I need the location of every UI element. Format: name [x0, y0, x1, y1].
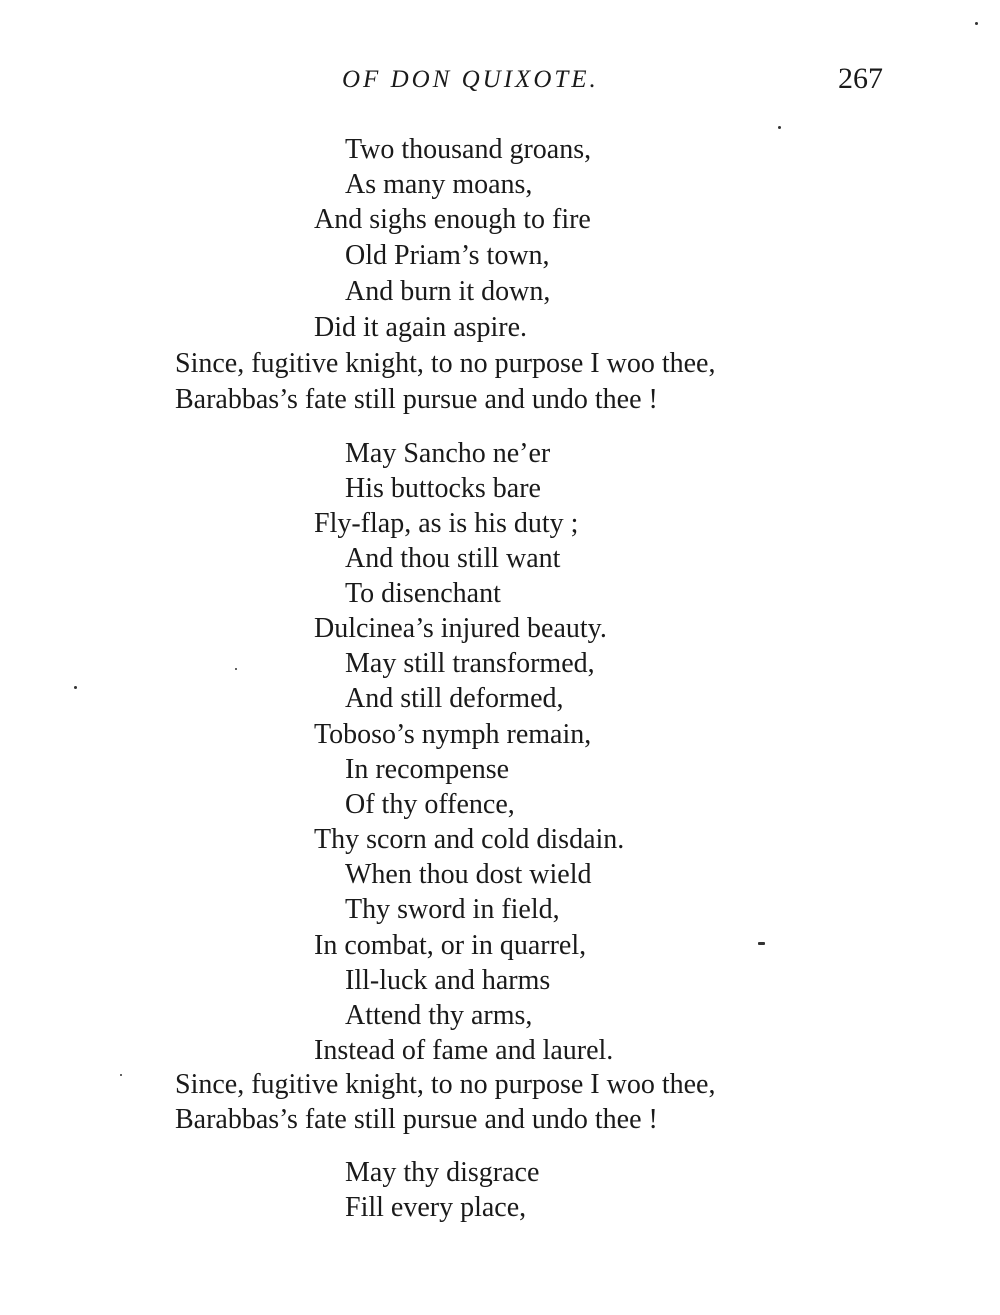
verse-line: Attend thy arms,: [345, 1000, 533, 1031]
refrain-line: Barabbas’s fate still pursue and undo thee !: [175, 1104, 658, 1135]
refrain-line: Barabbas’s fate still pursue and undo thee !: [175, 384, 658, 415]
print-speck: [120, 1074, 122, 1076]
verse-line: Thy scorn and cold disdain.: [314, 824, 625, 855]
verse-line: In combat, or in quarrel,: [314, 930, 587, 961]
verse-line: And burn it down,: [345, 276, 551, 307]
print-speck: [758, 942, 765, 945]
verse-line: To disenchant: [345, 578, 501, 609]
print-speck: [778, 126, 781, 129]
verse-line: And thou still want: [345, 543, 561, 574]
verse-line: Fly-flap, as is his duty ;: [314, 508, 579, 539]
verse-line: Ill-luck and harms: [345, 965, 551, 996]
verse-line: Thy sword in field,: [345, 894, 560, 925]
verse-line: In recompense: [345, 754, 510, 785]
verse-line: Of thy offence,: [345, 789, 515, 820]
verse-line: His buttocks bare: [345, 473, 541, 504]
print-speck: [975, 22, 978, 25]
verse-line: May Sancho ne’er: [345, 438, 551, 469]
print-speck: [235, 668, 237, 670]
verse-line: Fill every place,: [345, 1192, 527, 1223]
refrain-line: Since, fugitive knight, to no purpose I woo thee,: [175, 348, 716, 379]
refrain-line: Since, fugitive knight, to no purpose I woo thee,: [175, 1069, 716, 1100]
verse-line: May thy disgrace: [345, 1157, 540, 1188]
verse-line: And still deformed,: [345, 683, 564, 714]
verse-line: And sighs enough to fire: [314, 204, 591, 235]
verse-line: Toboso’s nymph remain,: [314, 719, 592, 750]
verse-line: When thou dost wield: [345, 859, 592, 890]
running-title: OF DON QUIXOTE.: [342, 66, 599, 93]
print-speck: [74, 686, 77, 689]
verse-line: Old Priam’s town,: [345, 240, 550, 271]
verse-line: As many moans,: [345, 169, 533, 200]
verse-line: Two thousand groans,: [345, 134, 592, 165]
page-number: 267: [838, 62, 883, 95]
verse-line: May still transformed,: [345, 648, 595, 679]
verse-line: Instead of fame and laurel.: [314, 1035, 614, 1066]
verse-line: Did it again aspire.: [314, 312, 528, 343]
verse-line: Dulcinea’s injured beauty.: [314, 613, 607, 644]
